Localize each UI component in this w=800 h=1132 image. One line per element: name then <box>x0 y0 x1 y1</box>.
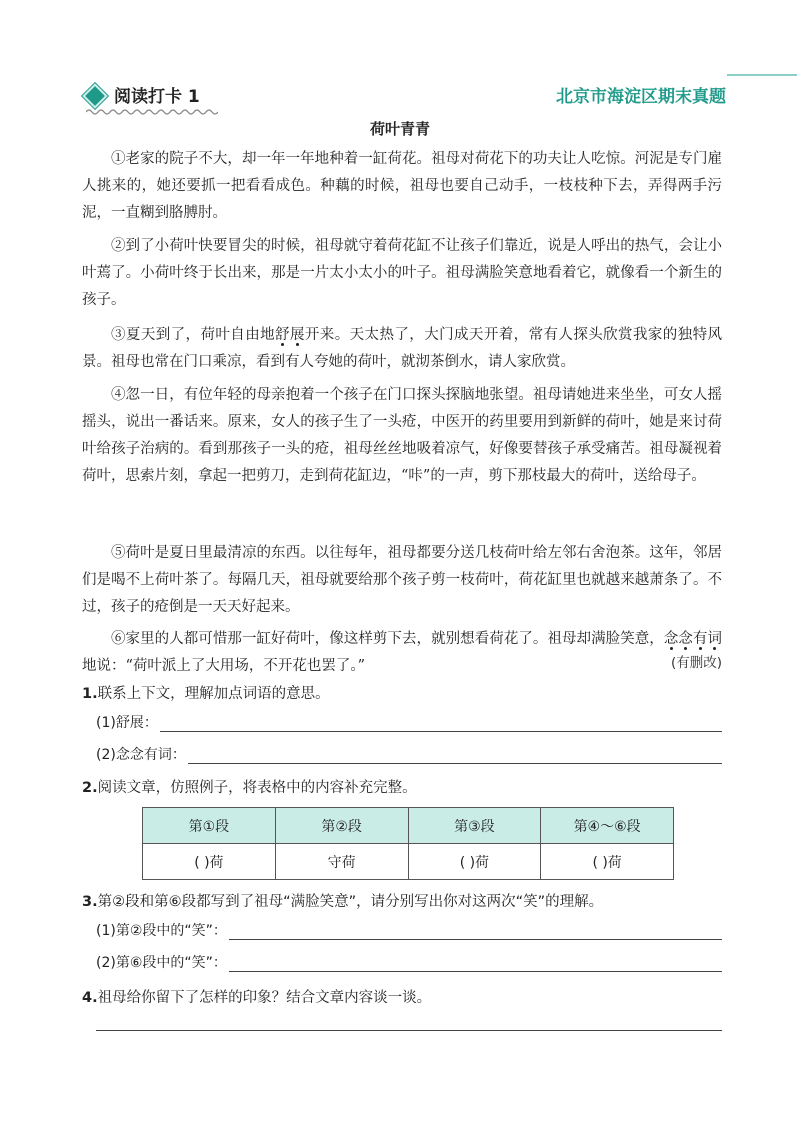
reading-checkin-label: 阅读打卡 1 <box>114 87 200 107</box>
answer-line[interactable] <box>229 953 722 972</box>
source-label: 北京市海淀区期末真题 <box>556 87 726 107</box>
answer-3-1 <box>96 918 722 940</box>
answer-label: (2)第⑥段中的“笑”： <box>96 955 227 971</box>
table-header: 第①段 <box>143 808 276 844</box>
dotted-char: 词 <box>707 631 723 647</box>
paragraph-1: ①老家的院子不大，却一年一年地种着一缸荷花。祖母对荷花下的功夫让人吃惊。河泥是专门雇人挑来的，她还要抓一把看看成色。种藕的时候，祖母也要自己动手，一枝枝种下去，弄得两手污泥，一直糊到胳膊肘。 <box>82 151 722 221</box>
page-header <box>86 82 726 122</box>
question-number: 1. <box>82 686 98 702</box>
paragraph-6-text-b: 地说：“荷叶派上了大用场，不开花也罢了。” <box>82 658 366 674</box>
table-cell: 守荷 <box>275 844 408 880</box>
wave-underline <box>86 108 218 116</box>
paragraph-3-text-b: 开来。天太热了，大门成天开着，常有人探头欣赏我家的独特风景。祖母也常在门口乘凉，看到有人夸她的荷叶，就沏茶倒水，请人家欣赏。 <box>82 327 723 370</box>
question-number: 2. <box>82 780 98 796</box>
diamond-icon <box>82 83 107 108</box>
answer-1-1 <box>96 710 722 732</box>
answer-label: (1)舒展： <box>96 715 158 731</box>
paragraph-6 <box>82 626 722 680</box>
dotted-char: 念 <box>678 631 693 647</box>
question-number: 4. <box>82 990 98 1006</box>
question-text: 阅读文章，仿照例子，将表格中的内容补充完整。 <box>97 780 417 796</box>
answer-1-2 <box>96 742 722 764</box>
table-header: 第②段 <box>275 808 408 844</box>
edit-note: (有删改) <box>670 655 722 671</box>
dotted-char: 展 <box>289 327 305 343</box>
paragraph-3-text-a: ③夏天到了，荷叶自由地 <box>111 327 276 343</box>
paragraph-6-text-a: ⑥家里的人都可惜那一缸好荷叶，像这样剪下去，就别想看荷花了。祖母却满脸笑意， <box>111 631 664 647</box>
paragraph-5: ⑤荷叶是夏日里最清凉的东西。以往每年，祖母都要分送几枝荷叶给左邻右舍泡茶。这年，邻居们是喝不上荷叶茶了。每隔几天，祖母就要给那个孩子剪一枝荷叶，荷花缸里也就越来越萧条了。不过，孩子的疮倒是一天天好起来。 <box>82 545 722 615</box>
dotted-char: 有 <box>692 631 708 647</box>
answer-label: (1)第②段中的“笑”： <box>96 923 227 939</box>
question-3 <box>82 890 603 911</box>
summary-table <box>142 807 674 880</box>
table-cell[interactable]: ( )荷 <box>143 844 276 880</box>
answer-line[interactable] <box>96 1030 722 1031</box>
question-4 <box>82 986 431 1007</box>
answer-3-2 <box>96 950 722 972</box>
table-header: 第④～⑥段 <box>541 808 674 844</box>
table-cell[interactable]: ( )荷 <box>408 844 541 880</box>
paragraph-3 <box>82 322 722 376</box>
answer-label: (2)念念有词： <box>96 747 186 763</box>
article-title: 荷叶青青 <box>369 120 430 138</box>
question-1 <box>82 682 330 703</box>
question-text: 祖母给你留下了怎样的印象？结合文章内容谈一谈。 <box>97 990 432 1006</box>
question-number: 3. <box>82 894 98 910</box>
question-text: 联系上下文，理解加点词语的意思。 <box>97 686 330 702</box>
paragraph-2: ②到了小荷叶快要冒尖的时候，祖母就守着荷花缸不让孩子们靠近，说是人呼出的热气，会让小叶蔫了。小荷叶终于长出来，那是一片太小太小的叶子。祖母满脸笑意地看着它，就像看一个新生的孩子。 <box>82 238 722 308</box>
top-decorative-rule <box>727 74 797 76</box>
dotted-char: 念 <box>663 631 679 647</box>
table-header: 第③段 <box>408 808 541 844</box>
table-cell[interactable]: ( )荷 <box>541 844 674 880</box>
question-text: 第②段和第⑥段都写到了祖母“满脸笑意”，请分别写出你对这两次“笑”的理解。 <box>97 894 604 910</box>
answer-line[interactable] <box>188 745 722 764</box>
answer-line[interactable] <box>229 921 722 940</box>
answer-line[interactable] <box>160 713 722 732</box>
question-2 <box>82 776 417 797</box>
dotted-char: 舒 <box>275 327 290 343</box>
paragraph-4: ④忽一日，有位年轻的母亲抱着一个孩子在门口探头探脑地张望。祖母请她进来坐坐，可女人摇摇头，说出一番话来。原来，女人的孩子生了一头疮，中医开的药里要用到新鲜的荷叶，她是来讨荷叶给孩子治病的。看到那孩子一头的疮，祖母丝丝地吸着凉气，好像要替孩子承受痛苦。祖母凝视着荷叶，思索片刻，拿起一把剪刀，走到荷花缸边，“咔”的一声，剪下那枝最大的荷叶，送给母子。 <box>82 387 722 484</box>
